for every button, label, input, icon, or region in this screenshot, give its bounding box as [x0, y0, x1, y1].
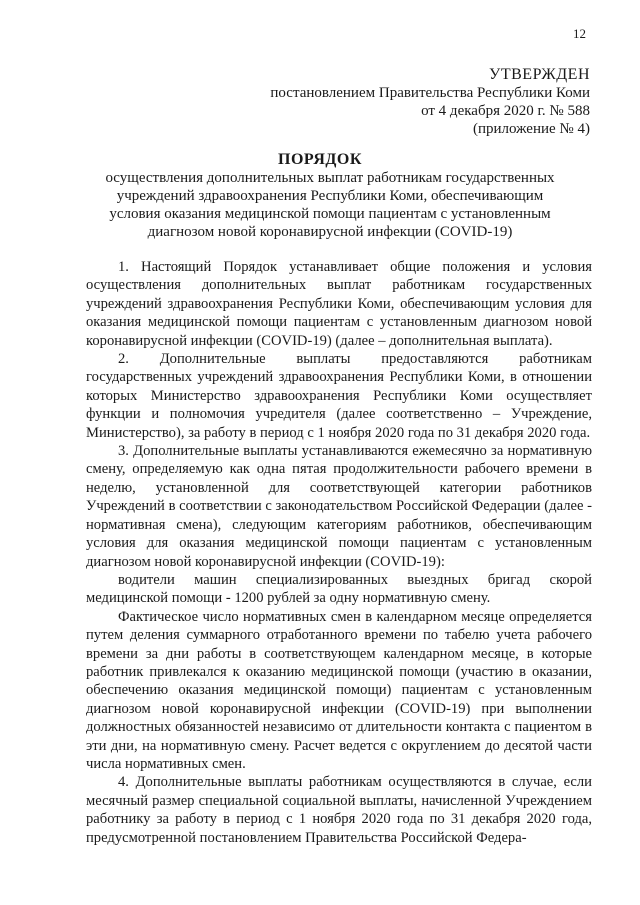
paragraph-4: водители машин специализированных выездных бригад скорой медицинской помощи - 1200 рублей за одну нормативную смену. [86, 571, 592, 607]
approval-block [270, 66, 590, 138]
approval-title: УТВЕРЖДЕН [489, 66, 590, 83]
paragraph-2: 2. Дополнительные выплаты предоставляются работникам государственных учреждений здравоохранения Республики Коми, в отношении которых Министерство здравоохранения Республики Коми осуществляет функции и полномочия учредителя (далее соответственно – Учреждение, Министерство), за работу в период с 1 ноября 2020 года по 31 декабря 2020 года. [86, 351, 592, 441]
document-body [86, 258, 592, 847]
paragraph-3: 3. Дополнительные выплаты устанавливаются ежемесячно за нормативную смену, определяемую как одна пятая продолжительности рабочего времени в неделю, установленной для соответствующей категории работников Учреждений в соответствии с законодательством Российской Федерации (далее - нормативная смена), следующим категориям работников, обеспечивающим условия для оказания медицинской помощи пациентам с установленным диагнозом новой коронавирусной инфекции (COVID-19): [86, 443, 592, 570]
approval-line-3: (приложение № 4) [472, 121, 590, 137]
document-subtitle: осуществления дополнительных выплат работникам государственных учреждений здравоохранения Республики Коми, обеспечивающим условия оказания медицинской помощи пациентам с установленным диагнозом новой коронавирусной инфекции (COVID-19) [105, 170, 555, 240]
paragraph-6: 4. Дополнительные выплаты работникам осуществляются в случае, если месячный размер специальной социальной выплаты, начисленной Учреждением работнику за работу в период с 1 ноября 2020 года по 31 декабря 2020 года, предусмотренной постановлением Правительства Российской Федера- [86, 774, 592, 846]
approval-line-1: постановлением Правительства Республики Коми [270, 85, 590, 101]
document-title: ПОРЯДОК [278, 151, 362, 168]
approval-line-2: от 4 декабря 2020 г. № 588 [421, 103, 590, 119]
page-number: 12 [573, 26, 586, 41]
paragraph-1: 1. Настоящий Порядок устанавливает общие положения и условия осуществления дополнительных выплат работникам государственных учреждений здравоохранения Республики Коми, обеспечивающим условия для оказания медицинской помощи пациентам с установленным диагнозом новой коронавирусной инфекции (COVID-19) (далее – дополнительная выплата). [86, 259, 592, 349]
paragraph-5: Фактическое число нормативных смен в календарном месяце определяется путем деления суммарного отработанного времени по табелю учета рабочего времени за дни работы в соответствующем календарном месяце, в которые работник привлекался к оказанию медицинской помощи (участию в оказании, обеспечению оказания медицинской помощи) пациентам с установленным диагнозом новой коронавирусной инфекции (COVID-19) при выполнении должностных обязанностей независимо от длительности контакта с пациентом в эти дни, на нормативную смену. Расчет ведется с округлением до десятой части числа нормативных смен. [86, 608, 592, 772]
